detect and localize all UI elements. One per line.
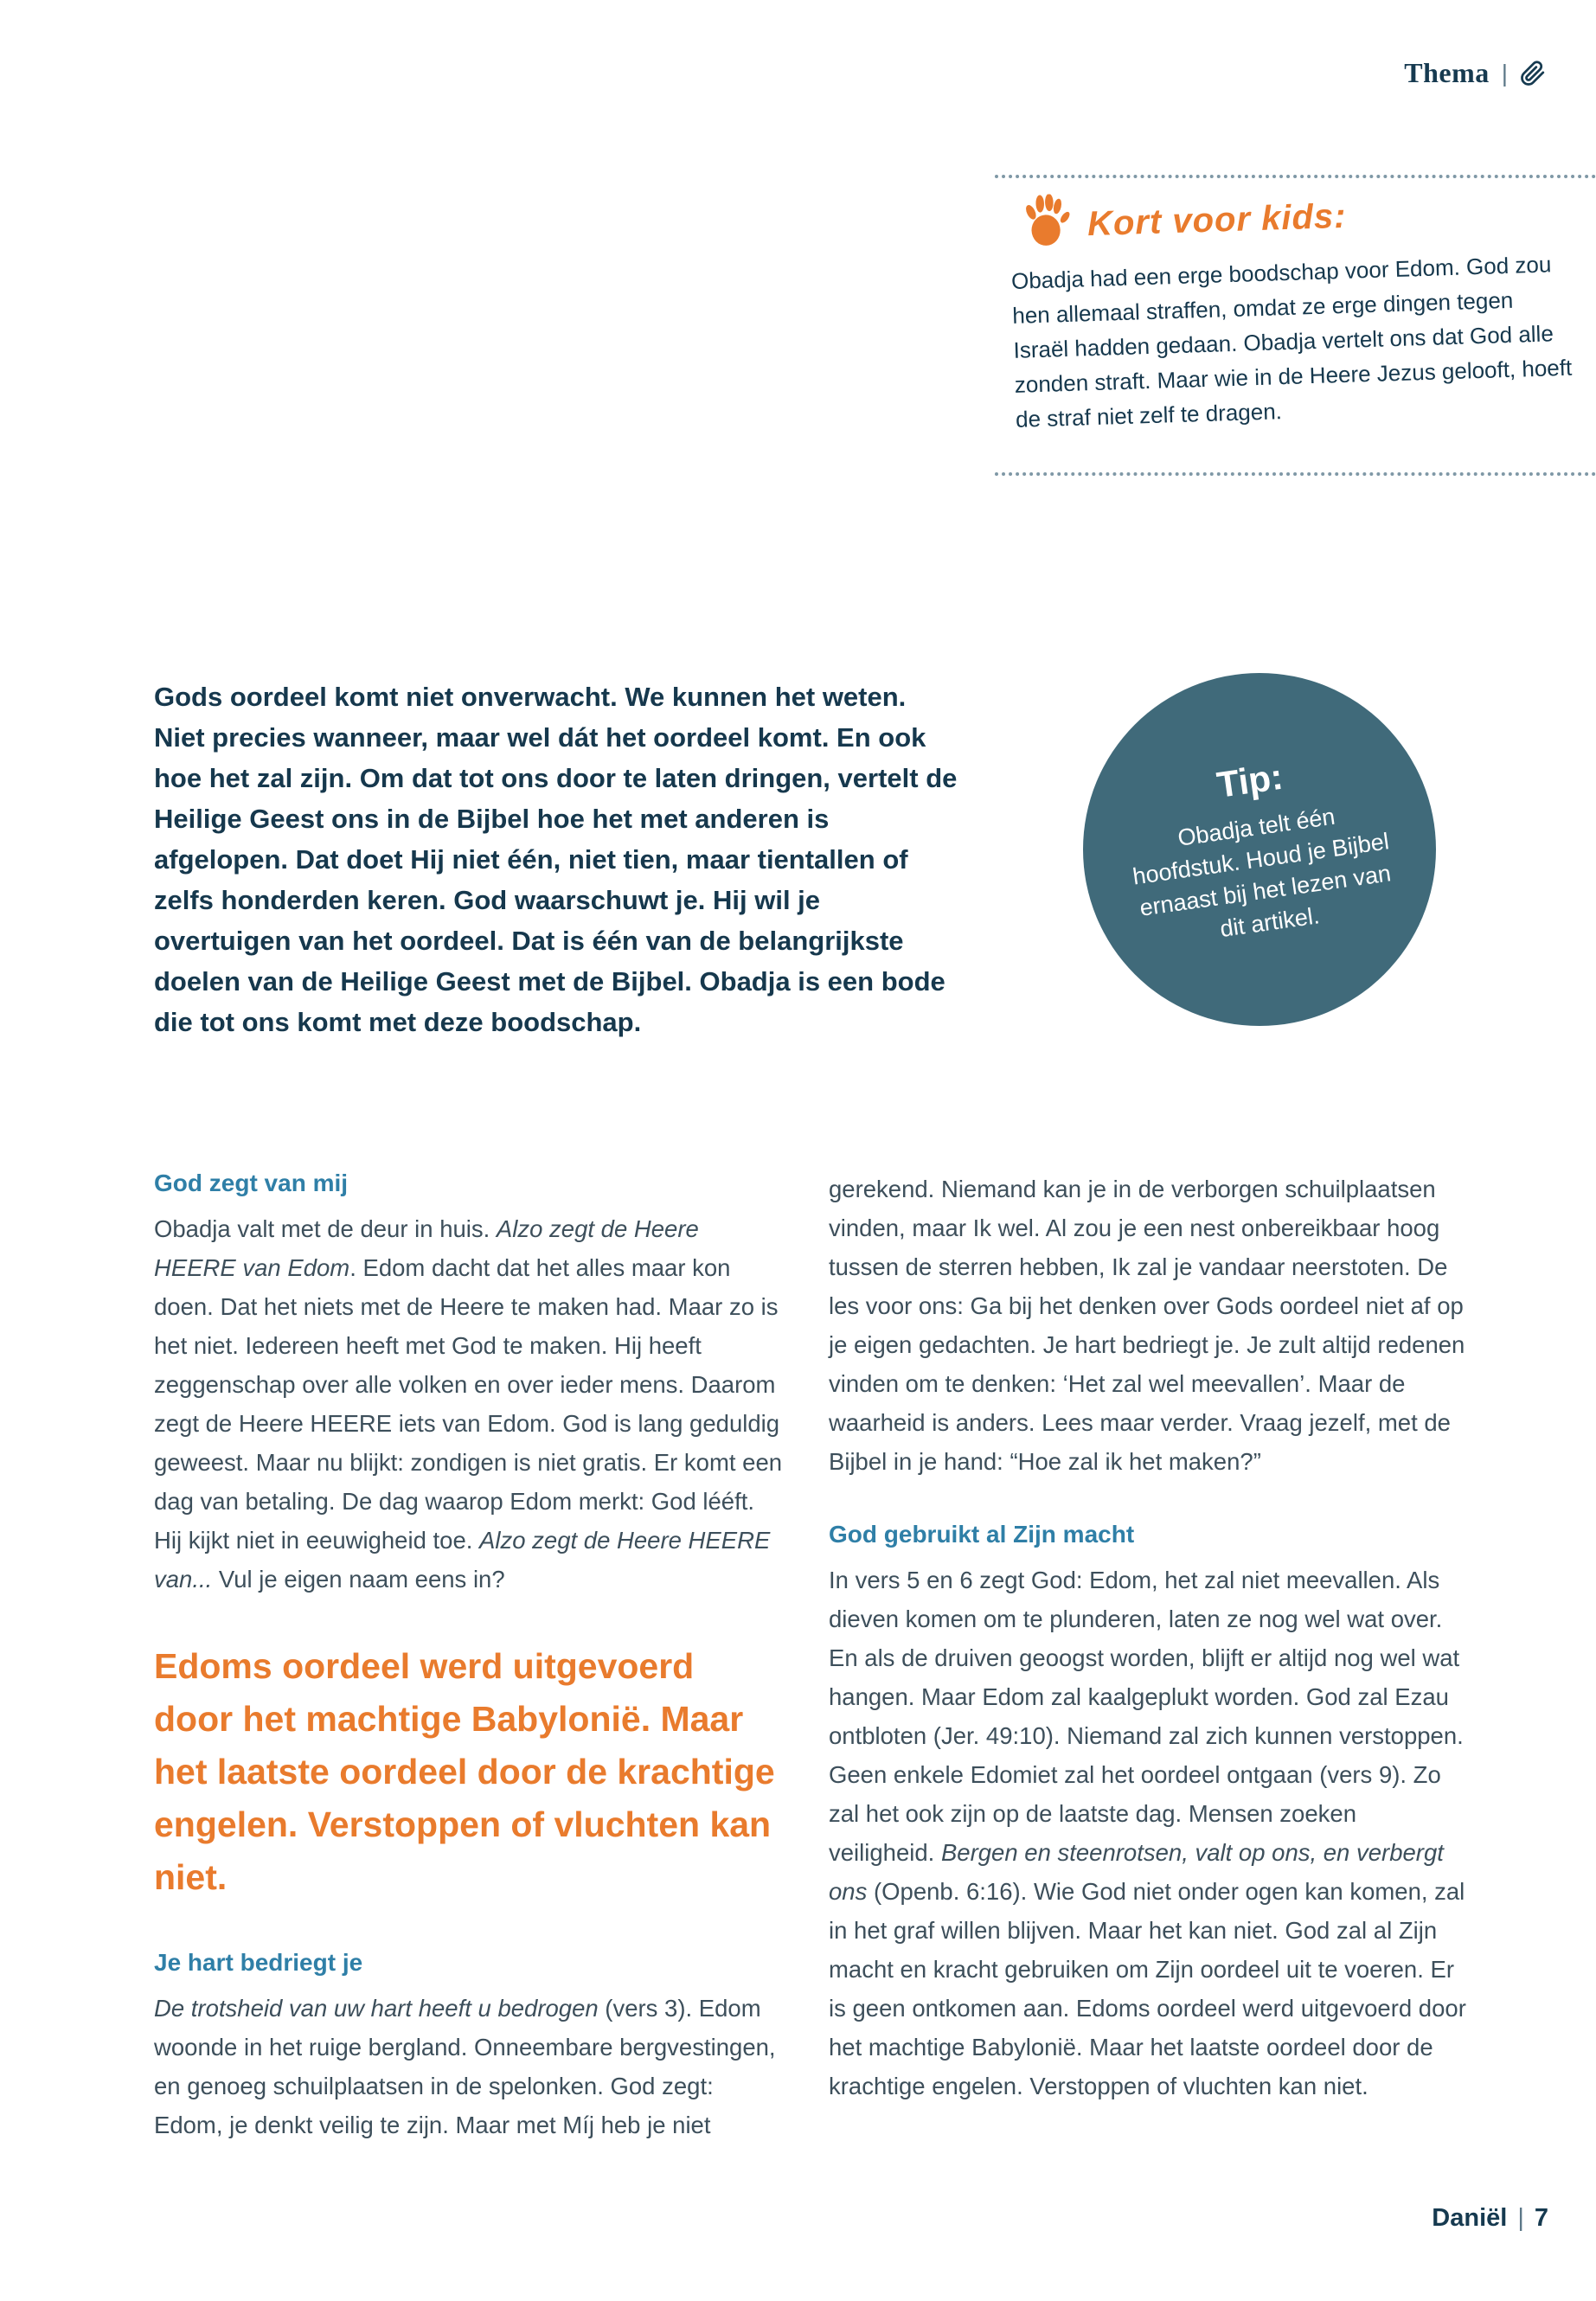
section-heading-je-hart-bedriegt-je: Je hart bedriegt je [154,1949,363,1976]
section-heading-god-gebruikt-al-zijn-macht: God gebruikt al Zijn macht [829,1521,1135,1548]
continuation-paragraph: gerekend. Niemand kan je in de verborgen schuilplaatsen vinden, maar Ik wel. Al zou je een nest onbereikbaar hoog tussen de sterren hebben, Ik zal je vandaar neerstoten. De les voor ons: Ga bij het denken over Gods oordeel niet af op je eigen gedachten. Je hart bedriegt je. Je zult altijd redenen vinden om te denken: ‘Het zal wel meevallen’. Maar de waarheid is anders. Lees maar verder. Vraag jezelf, met de Bijbel in je hand: “Hoe zal ik het maken?” [829,1176,1465,1475]
kids-box-body: Obadja had een erge boodschap voor Edom. God zou hen allemaal straffen, omdat ze erge dingen tegen Israël hadden gedaan. Obadja vertelt ons dat God alle zonden straft. Maar wie in de Heere Jezus gelooft, hoeft de straf niet zelf te dragen. [1010,251,1573,433]
left-column [154,1170,784,2144]
kids-box [995,175,1596,476]
header-tag [1404,57,1546,89]
tip-title: Tip: [1214,755,1285,805]
tip-circle-content [1114,741,1405,957]
section-heading-god-zegt-van-mij: God zegt van mij [154,1170,349,1196]
section-paragraph: Obadja valt met de deur in huis. Alzo zegt de Heere HEERE van Edom. Edom dacht dat het alles maar kon doen. Dat het niets met de Heere te maken had. Maar zo is het niet. Iedereen heeft met God te maken. Hij heeft zeggenschap over alle volken en over ieder mens. Daarom zegt de Heere HEERE iets van Edom. God is lang geduldig geweest. Maar nu blijkt: zondigen is niet gratis. Er komt een dag van betaling. De dag waarop Edom merkt: God lééft. Hij kijkt niet in eeuwigheid toe. Alzo zegt de Heere HEERE van... Vul je eigen naam eens in? [154,1215,783,1593]
header-tag-label: Thema [1404,57,1490,88]
section-paragraph: De trotsheid van uw hart heeft u bedrogen (vers 3). Edom woonde in het ruige bergland. Onneembare bergvestingen, en genoeg schuilplaatsen in de spelonken. God zegt: Edom, je denkt veilig te zijn. Maar met Míj heb je niet [154,1995,776,2138]
kids-title-row [1021,177,1589,255]
article-intro: Gods oordeel komt niet onverwacht. We kunnen het weten. Niet precies wanneer, maar wel dát het oordeel komt. En ook hoe het zal zijn. Om dat tot ons door te laten dringen, vertelt de Heilige Geest ons in de Bijbel hoe het met anderen is afgelopen. Dat doet Hij niet één, niet tien, maar tientallen of zelfs honderden keren. God waarschuwt je. Hij wil je overtuigen van het oordeel. Dat is één van de belangrijkste doelen van de Heilige Geest met de Bijbel. Obadja is een bode die tot ons komt met deze boodschap. [154,682,958,1037]
right-column [829,1170,1467,2106]
pullquote: Edoms oordeel werd uitgevoerd door het machtige Babylonië. Maar het laatste oordeel door de krachtige engelen. Verstoppen of vluchten kan niet. [154,1646,775,1897]
page-number: 7 [1534,2204,1548,2232]
handprint-icon [1021,194,1073,255]
footer-separator: | [1517,2204,1524,2232]
tip-body: Obadja telt één hoofdstuk. Houd je Bijbel ernaast bij het lezen van dit artikel. [1131,803,1393,943]
tip-circle [1083,673,1436,1026]
section-paragraph: In vers 5 en 6 zegt God: Edom, het zal niet meevallen. Als dieven komen om te plunderen, laten ze nog wel wat over. En als de druiven geoogst worden, blijft er altijd nog wel wat hangen. Maar Edom zal kaalgeplukt worden. God zal Ezau ontbloten (Jer. 49:10). Niemand zal zich kunnen verstoppen. Geen enkele Edomiet zal het oordeel ontgaan (vers 9). Zo zal het ook zijn op de laatste dag. Mensen zoeken veiligheid. Bergen en steenrotsen, valt op ons, en verbergt ons (Openb. 6:16). Wie God niet onder ogen kan komen, zal in het graf willen blijven. Maar het kan niet. God zal al Zijn macht en kracht gebruiken om Zijn oordeel uit te voeren. Er is geen ontkomen aan. Edoms oordeel werd uitgevoerd door het machtige Babylonië. Maar het laatste oordeel door de krachtige engelen. Verstoppen of vluchten kan niet. [829,1567,1466,2099]
page-footer [1432,2204,1548,2233]
paperclip-icon [1520,61,1546,87]
kids-box-content [1009,177,1594,437]
header-tag-separator: | [1501,59,1508,87]
footer-label: Daniël [1432,2204,1508,2232]
kids-box-title: Kort voor kids: [1086,196,1348,244]
